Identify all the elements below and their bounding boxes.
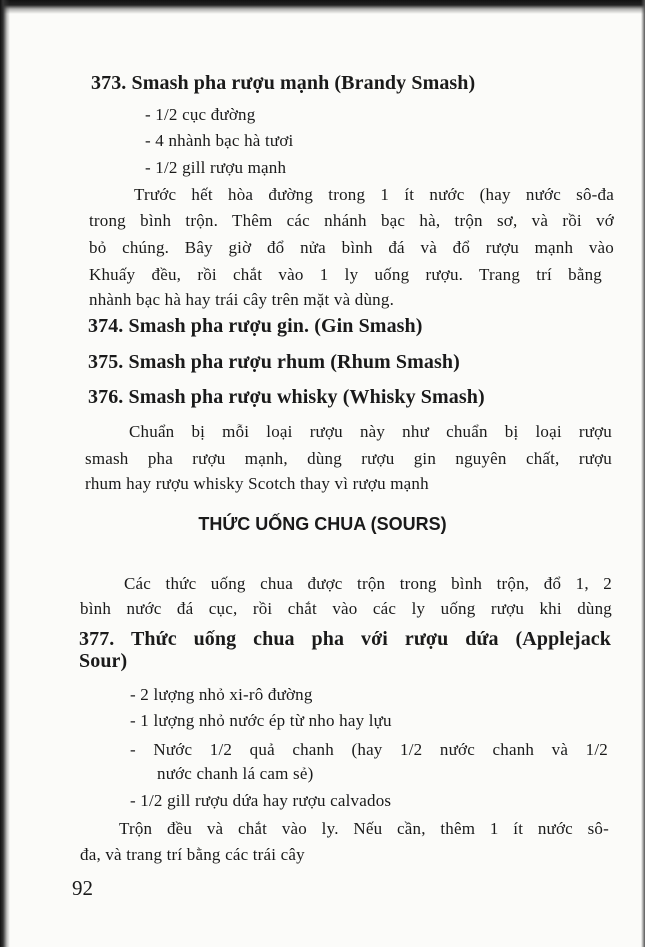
recipe-heading-377: 377. Thức uống chua pha với rượu dứa (Applejack <box>79 628 611 650</box>
recipe-heading-377-cont: Sour) <box>79 650 128 672</box>
ingredient-line: - 1 lượng nhỏ nước ép từ nho hay lựu <box>130 711 392 730</box>
section-title: THỨC UỐNG CHUA (SOURS) <box>198 514 447 534</box>
paragraph-line: Trước hết hòa đường trong 1 ít nước (hay nước sô-đa <box>134 185 614 204</box>
recipe-heading-373: 373. Smash pha rượu mạnh (Brandy Smash) <box>91 72 476 94</box>
paragraph-line: smash pha rượu mạnh, dùng rượu gin nguyên chất, rượu <box>85 449 612 468</box>
ingredient-line: - 1/2 gill rượu mạnh <box>145 158 287 177</box>
paragraph-line: bình nước đá cục, rồi chắt vào các ly uống rượu khi dùng <box>80 599 612 618</box>
paragraph-line: Trộn đều và chắt vào ly. Nếu cần, thêm 1 ít nước sô- <box>119 819 609 838</box>
paragraph-line: Chuẩn bị mỗi loại rượu này như chuẩn bị loại rượu <box>129 422 612 441</box>
page-number: 92 <box>72 876 93 900</box>
ingredient-line: - Nước 1/2 quả chanh (hay 1/2 nước chanh và 1/2 <box>130 740 608 759</box>
ingredient-line: nước chanh lá cam sẻ) <box>157 764 314 783</box>
paragraph-line: đa, và trang trí bằng các trái cây <box>80 845 305 864</box>
paragraph-line: trong bình trộn. Thêm các nhánh bạc hà, trộn sơ, và rồi vớ <box>89 211 614 230</box>
paragraph-line: Các thức uống chua được trộn trong bình trộn, đổ 1, 2 <box>124 574 612 593</box>
paragraph-line: nhành bạc hà hay trái cây trên mặt và dùng. <box>89 290 395 309</box>
ingredient-line: - 2 lượng nhỏ xi-rô đường <box>130 685 313 704</box>
recipe-heading-375: 375. Smash pha rượu rhum (Rhum Smash) <box>88 351 460 373</box>
recipe-heading-376: 376. Smash pha rượu whisky (Whisky Smash) <box>88 386 485 408</box>
ingredient-line: - 1/2 gill rượu dứa hay rượu calvados <box>130 791 392 810</box>
ingredient-line: - 1/2 cục đường <box>145 105 256 124</box>
paragraph-line: Khuấy đều, rồi chắt vào 1 ly uống rượu. Trang trí bằng <box>89 265 602 284</box>
recipe-heading-374: 374. Smash pha rượu gin. (Gin Smash) <box>88 315 423 337</box>
ingredient-line: - 4 nhành bạc hà tươi <box>145 131 294 150</box>
paragraph-line: rhum hay rượu whisky Scotch thay vì rượu mạnh <box>85 474 429 493</box>
paragraph-line: bỏ chúng. Bây giờ đổ nửa bình đá và đổ rượu mạnh vào <box>89 238 614 257</box>
